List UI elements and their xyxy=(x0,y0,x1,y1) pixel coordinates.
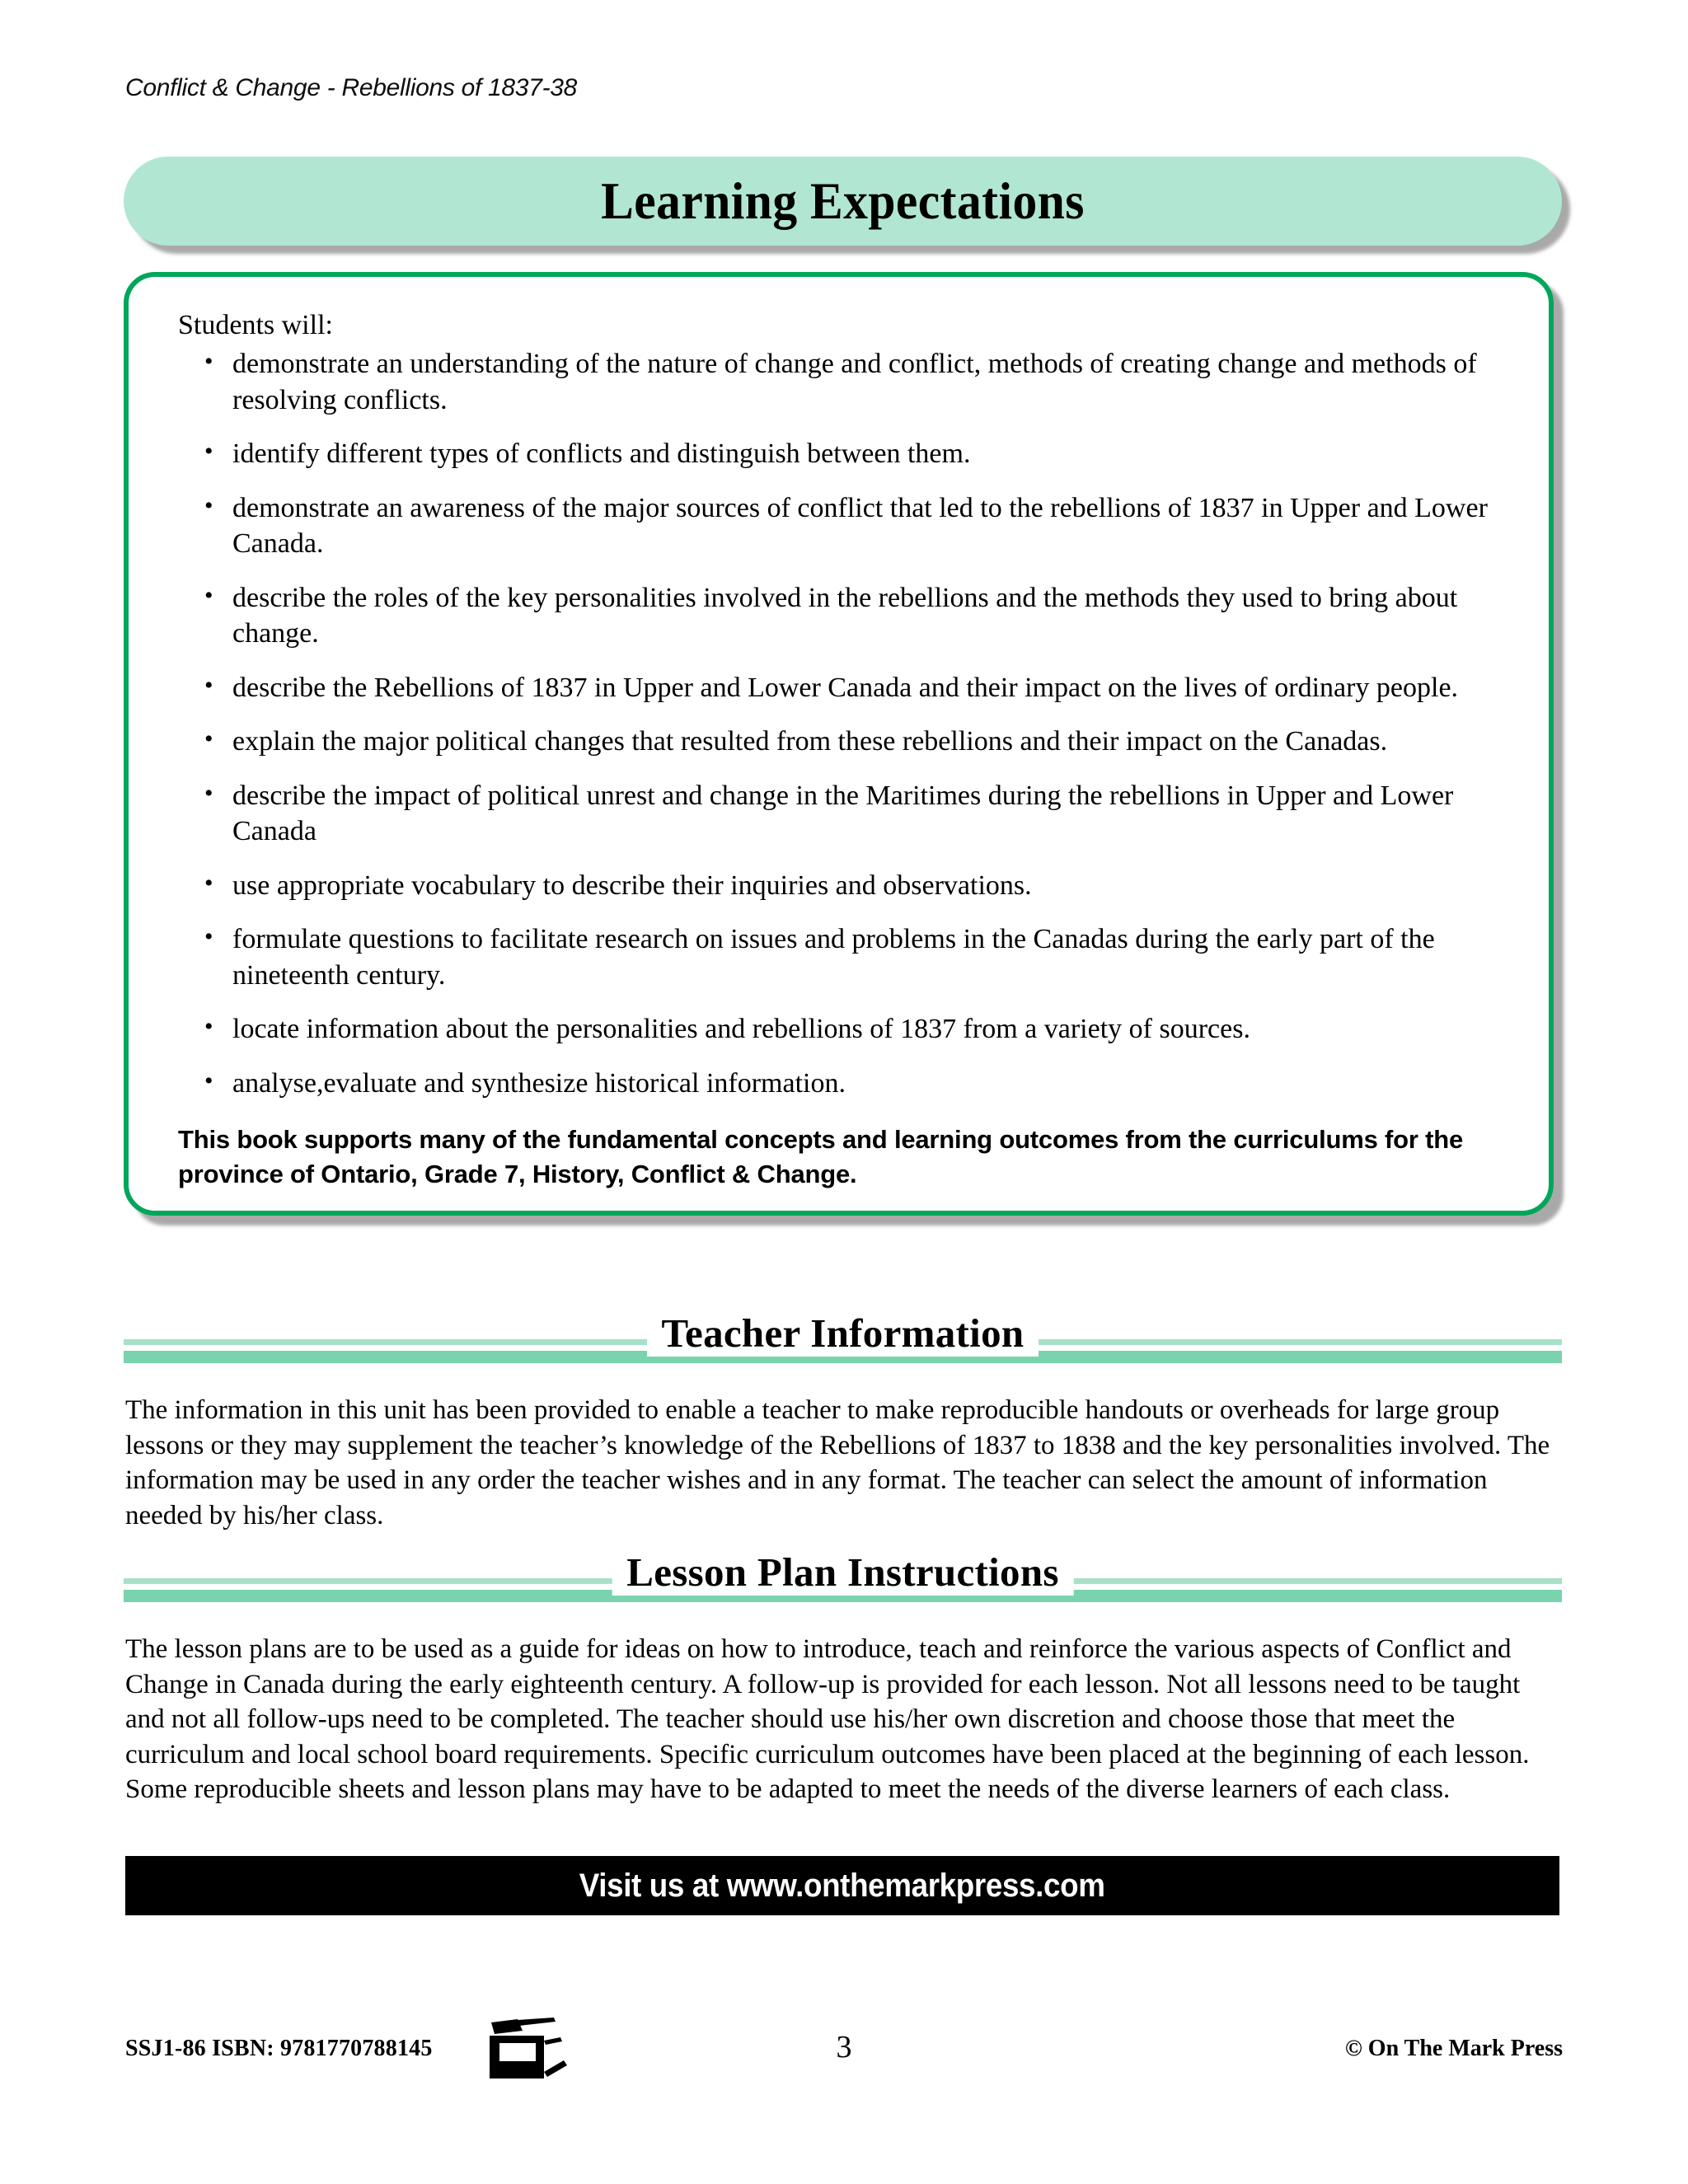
expectations-lead-in: Students will: xyxy=(178,310,333,340)
visit-us-banner[interactable] xyxy=(125,1856,1559,1915)
curriculum-support-note: This book supports many of the fundamental concepts and learning outcomes from the curriculums for the province of Ontario, Grade 7, History, Conflict & Change. xyxy=(178,1125,1464,1189)
visit-us-banner-text: Visit us at www.onthemarkpress.com xyxy=(579,1867,1105,1904)
lesson-plan-instructions-heading-text: Lesson Plan Instructions xyxy=(612,1549,1074,1596)
teacher-information-heading xyxy=(124,1294,1562,1363)
expectations-box-body xyxy=(124,272,1554,1216)
page-number: 3 xyxy=(836,2030,852,2064)
title-banner xyxy=(124,157,1562,246)
title-banner-body xyxy=(124,157,1562,246)
list-item: • analyse,evaluate and synthesize historical information. xyxy=(168,1066,1509,1102)
learning-expectations-box xyxy=(124,272,1554,1216)
page-title: Learning Expectations xyxy=(601,171,1085,230)
list-item: • describe the roles of the key personalities involved in the rebellions and the methods they used to bring about change. xyxy=(168,580,1509,652)
lesson-plan-instructions-heading xyxy=(124,1533,1562,1602)
teacher-information-heading-text: Teacher Information xyxy=(647,1310,1039,1357)
list-item: • identify different types of conflicts and distinguish between them. xyxy=(168,436,1509,472)
footer-isbn: SSJ1-86 ISBN: 9781770788145 xyxy=(125,2036,433,2061)
list-item: • locate information about the personalities and rebellions of 1837 from a variety of sources. xyxy=(168,1011,1509,1047)
list-item: • formulate questions to facilitate research on issues and problems in the Canadas during the early part of the nineteenth century. xyxy=(168,921,1509,993)
footer-copyright: © On The Mark Press xyxy=(1344,2036,1563,2061)
list-item: • describe the impact of political unrest and change in the Maritimes during the rebellions in Upper and Lower Canada xyxy=(168,778,1509,850)
list-item: • demonstrate an awareness of the major sources of conflict that led to the rebellions of 1837 in Upper and Lower Canada. xyxy=(168,490,1509,562)
teacher-information-body: The information in this unit has been provided to enable a teacher to make reproducible handouts or overheads for large group lessons or they may supplement the teacher’s knowledge of the Rebellions of 1837 to 1838 and the key personalities involved. The information may be used in any order the teacher wishes and in any format. The teacher can select the amount of information needed by his/her class. xyxy=(125,1395,1550,1530)
list-item: • describe the Rebellions of 1837 in Upper and Lower Canada and their impact on the lives of ordinary people. xyxy=(168,670,1509,706)
lesson-plan-instructions-body: The lesson plans are to be used as a guide for ideas on how to introduce, teach and reinforce the various aspects of Conflict and Change in Canada during the early eighteenth century. A follow-up is provided for each lesson. Not all lessons need to be taught and not all follow-ups need to be completed. The teacher should use his/her own discretion and choose those that meet the curriculum and local school board requirements. Specific curriculum outcomes have been placed at the beginning of each lesson. Some reproducible sheets and lesson plans may have to be adapted to meet the needs of the diverse learners of each class. xyxy=(125,1634,1530,1805)
list-item: • explain the major political changes that resulted from these rebellions and their impact on the Canadas. xyxy=(168,724,1509,760)
list-item: • use appropriate vocabulary to describe their inquiries and observations. xyxy=(168,868,1509,904)
running-head: Conflict & Change - Rebellions of 1837-38 xyxy=(125,74,578,101)
list-item: • demonstrate an understanding of the nature of change and conflict, methods of creating change and methods of resolving conflicts. xyxy=(168,346,1509,418)
expectations-list xyxy=(168,346,1509,1101)
